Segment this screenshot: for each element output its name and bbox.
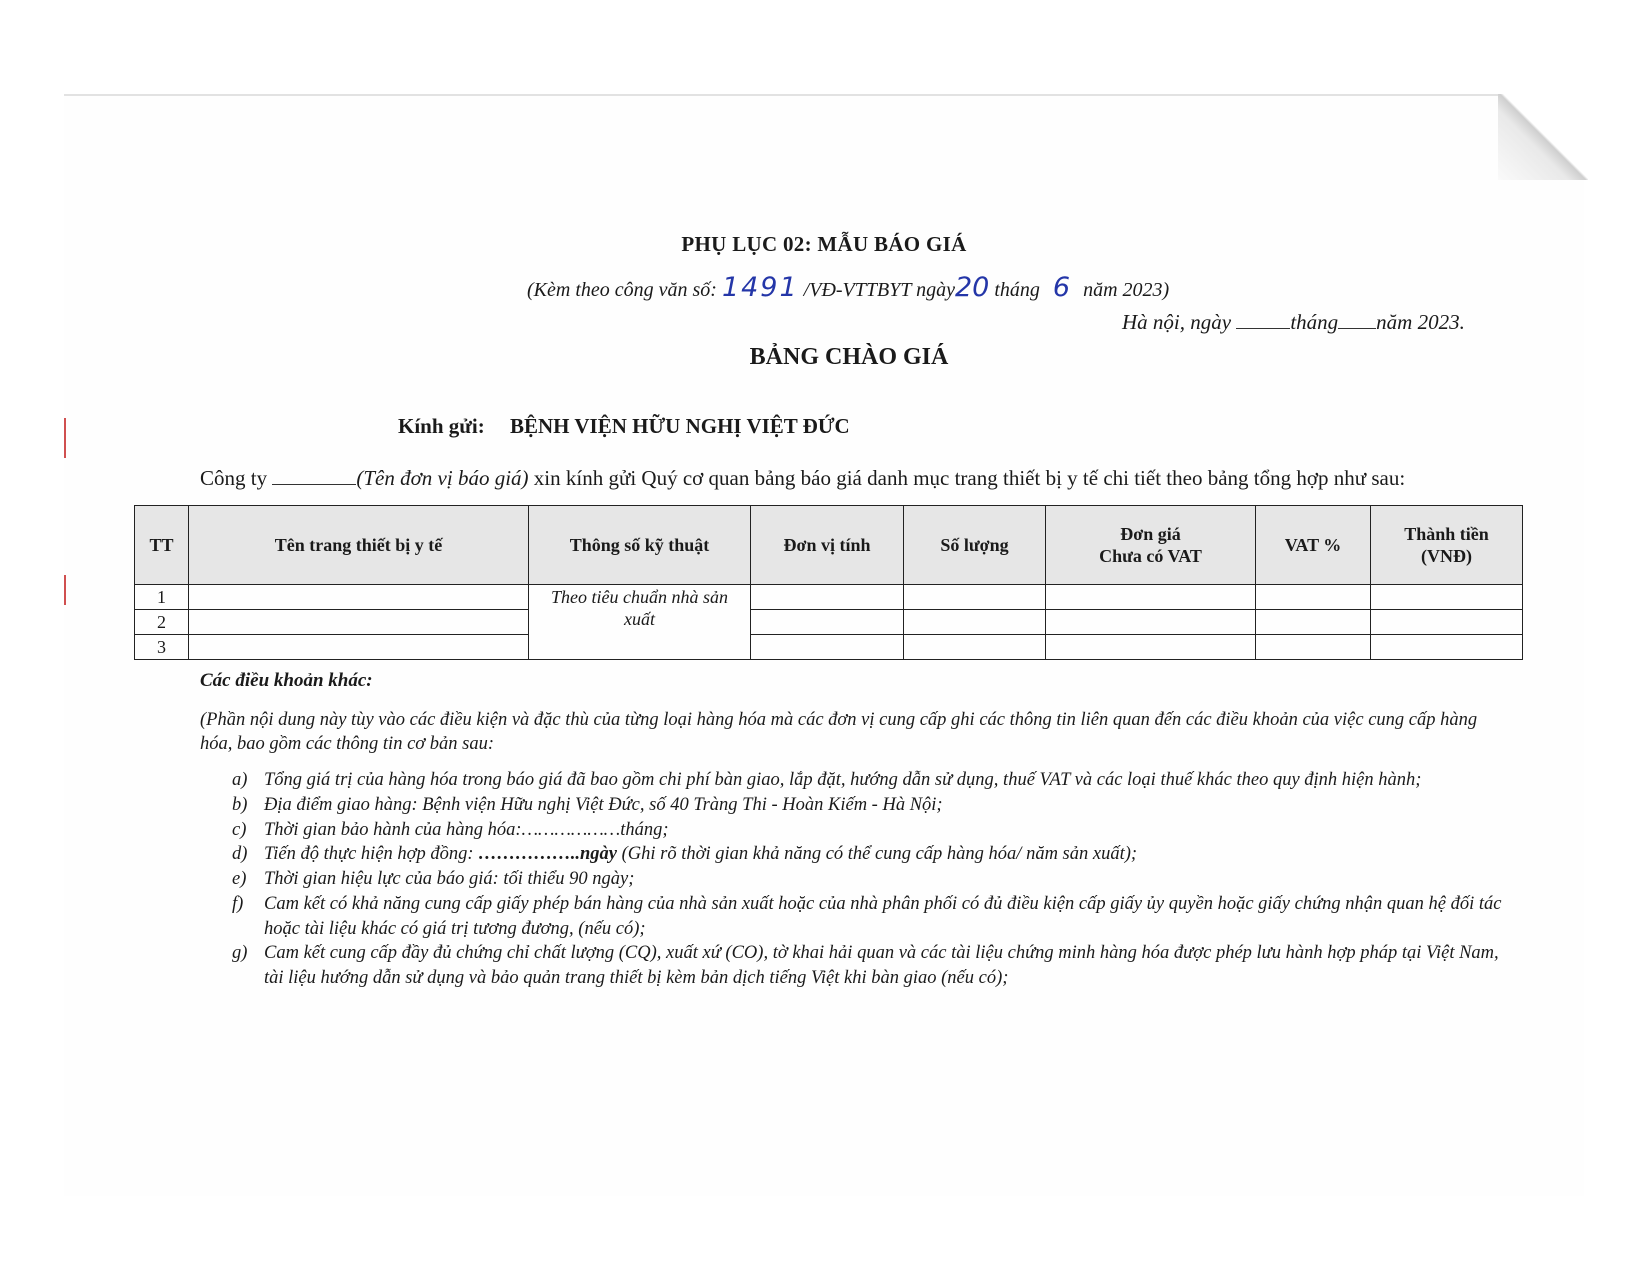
quantity-cell <box>904 585 1046 610</box>
unit-price-cell <box>1046 585 1256 610</box>
folded-corner <box>1498 94 1588 180</box>
vat-cell <box>1256 610 1371 635</box>
intro-unit-hint: (Tên đơn vị báo giá) <box>356 466 529 490</box>
header-total-line1: Thành tiền <box>1404 523 1489 544</box>
header-vat: VAT % <box>1256 506 1371 585</box>
header-unit-price-line2: Chưa có VAT <box>1099 546 1202 566</box>
header-unit-price-line1: Đơn giá <box>1120 523 1181 544</box>
header-tt: TT <box>135 506 189 585</box>
intro-text: xin kính gửi Quý cơ quan bảng báo giá danh mục trang thiết bị y tế chi tiết theo bảng tổng hợp như sau: <box>533 466 1406 490</box>
item-marker: f) <box>232 893 244 914</box>
intro-paragraph <box>200 466 1405 491</box>
specification-cell: Theo tiêu chuẩn nhà sản xuất <box>529 585 751 660</box>
table-header-row <box>135 506 1523 585</box>
item-marker: e) <box>232 869 247 890</box>
item-text: Thời gian hiệu lực của báo giá: tối thiểu 90 ngày; <box>264 869 635 890</box>
header-quantity: Số lượng <box>904 506 1046 585</box>
table-row <box>135 610 1523 635</box>
equipment-name-cell <box>189 585 529 610</box>
document-title: BẢNG CHÀO GIÁ <box>749 344 949 370</box>
quantity-cell <box>904 635 1046 660</box>
terms-note: (Phần nội dung này tùy vào các điều kiện và đặc thù của từng loại hàng hóa mà các đơn vị cung cấp ghi các thông tin liên quan đến các điều khoản của việc cung cấp hàng hóa, bao gồm các thông tin cơ bản sau: <box>200 710 1478 755</box>
list-item <box>232 867 1512 892</box>
date-month-label: tháng <box>1290 310 1339 334</box>
header-specification: Thông số kỹ thuật <box>529 506 751 585</box>
quantity-cell <box>904 610 1046 635</box>
date-year-label: năm 2023. <box>1376 310 1465 334</box>
list-item <box>232 892 1512 942</box>
table-row <box>135 635 1523 660</box>
row-number: 2 <box>135 610 189 635</box>
reference-prefix: (Kèm theo công văn số: <box>527 279 717 301</box>
unit-price-cell <box>1046 610 1256 635</box>
list-item <box>232 818 1512 843</box>
item-text: Thời gian bảo hành của hàng hóa:………………tháng; <box>264 819 669 840</box>
list-item <box>232 793 1512 818</box>
item-text-after: (Ghi rõ thời gian khả năng có thể cung cấp hàng hóa/ năm sản xuất); <box>616 844 1138 865</box>
recipient-name: BỆNH VIỆN HỮU NGHỊ VIỆT ĐỨC <box>509 414 850 438</box>
header-unit-price <box>1046 506 1256 585</box>
item-text: Tổng giá trị của hàng hóa trong báo giá đã bao gồm chi phí bàn giao, lắp đặt, hướng dẫn sử dụng, thuế VAT và các loại thuế khác theo quy định hiện hành; <box>264 770 1422 790</box>
item-marker: c) <box>232 819 247 840</box>
quotation-table <box>134 505 1523 660</box>
unit-price-cell <box>1046 635 1256 660</box>
vat-cell <box>1256 585 1371 610</box>
row-number: 3 <box>135 635 189 660</box>
reference-code: /VĐ-VTTBYT ngày <box>803 279 955 301</box>
date-line <box>1122 310 1465 335</box>
header-total-line2: (VNĐ) <box>1421 546 1472 566</box>
handwritten-document-number: 1491 <box>721 272 799 303</box>
item-marker: g) <box>232 943 248 964</box>
margin-mark <box>64 575 66 605</box>
item-marker: b) <box>232 794 248 815</box>
appendix-title: PHỤ LỤC 02: MẪU BÁO GIÁ <box>681 232 967 256</box>
table-row <box>135 585 1523 610</box>
item-text: Địa điểm giao hàng: Bệnh viện Hữu nghị Việt Đức, số 40 Tràng Thi - Hoàn Kiếm - Hà Nội; <box>264 794 943 815</box>
list-item <box>232 941 1512 991</box>
month-blank <box>1338 312 1376 329</box>
margin-mark <box>64 418 66 458</box>
header-unit: Đơn vị tính <box>751 506 904 585</box>
reference-line <box>527 272 1169 303</box>
item-marker: a) <box>232 770 248 790</box>
handwritten-day: 20 <box>955 272 990 303</box>
recipient-line <box>398 414 850 439</box>
terms-title: Các điều khoản khác: <box>200 670 373 691</box>
vat-cell <box>1256 635 1371 660</box>
item-text-bold: ……………..ngày <box>473 844 617 865</box>
terms-list <box>232 768 1512 991</box>
item-text: Cam kết cung cấp đầy đủ chứng chỉ chất lượng (CQ), xuất xứ (CO), tờ khai hải quan và các tài liệu chứng minh hàng hóa được phép lưu hành hợp pháp tại Việt Nam, tài liệu hướng dẫn sử dụng và bảo quản trang thiết bị kèm bản dịch tiếng Việt khi bàn giao (nếu có); <box>264 943 1499 989</box>
reference-year: năm 2023) <box>1083 279 1170 301</box>
unit-cell <box>751 610 904 635</box>
unit-cell <box>751 635 904 660</box>
company-name-blank <box>272 468 356 485</box>
header-equipment-name: Tên trang thiết bị y tế <box>189 506 529 585</box>
item-text: Tiến độ thực hiện hợp đồng: <box>264 844 474 865</box>
item-text: Cam kết có khả năng cung cấp giấy phép bán hàng của nhà sản xuất hoặc của nhà phân phối có đủ điều kiện cấp giấy ủy quyền hoặc giấy chứng nhận quan hệ đối tác hoặc tài liệu khác có giá trị tương đương, (nếu có); <box>264 893 1502 939</box>
item-marker: d) <box>232 844 248 865</box>
equipment-name-cell <box>189 635 529 660</box>
total-cell <box>1371 635 1523 660</box>
equipment-name-cell <box>189 610 529 635</box>
handwritten-month: 6 <box>1052 272 1071 303</box>
list-item <box>232 842 1512 867</box>
row-number: 1 <box>135 585 189 610</box>
header-total <box>1371 506 1523 585</box>
reference-month-label: tháng <box>994 279 1040 301</box>
day-blank <box>1236 312 1290 329</box>
date-place: Hà nội, ngày <box>1122 310 1232 334</box>
unit-cell <box>751 585 904 610</box>
list-item <box>232 768 1512 793</box>
total-cell <box>1371 610 1523 635</box>
total-cell <box>1371 585 1523 610</box>
intro-company: Công ty <box>200 466 268 490</box>
recipient-label: Kính gửi: <box>398 414 485 438</box>
